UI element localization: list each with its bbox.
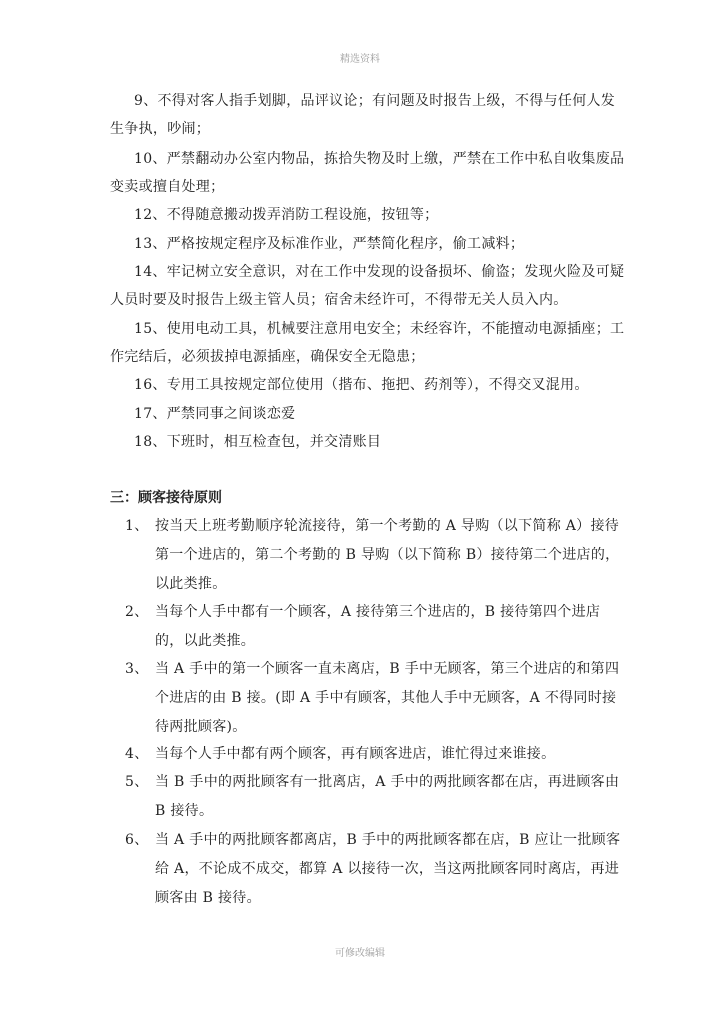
rule-item-16: 16、专用工具按规定部位使用（揩布、拖把、药剂等），不得交叉混用。 bbox=[134, 377, 589, 393]
rule-item-18: 18、下班时，相互检查包，并交清账目 bbox=[134, 434, 382, 450]
reception-rule-2 bbox=[125, 598, 625, 656]
reception-rule-text: 按当天上班考勤顺序轮流接待，第一个考勤的 A 导购（以下简称 A）接待第一个进店的，第二个考勤的 B 导购（以下简称 B）接待第二个进店的，以此类推。 bbox=[155, 518, 620, 592]
reception-rule-text: 当每个人手中都有两个顾客，再有顾客进店，谁忙得过来谁接。 bbox=[155, 746, 556, 762]
rule-item-12: 12、不得随意搬动拨弄消防工程设施，按钮等； bbox=[134, 207, 439, 223]
rule-item-17: 17、严禁同事之间谈恋爱 bbox=[134, 406, 296, 422]
reception-rule-4 bbox=[125, 740, 625, 769]
section-title: 三：顾客接待原则 bbox=[110, 490, 222, 506]
rule-item-15: 15、使用电动工具，机械要注意用电安全；未经容许，不能擅动电源插座；工作完结后，必须拔掉电源插座，确保安全无隐患； bbox=[110, 321, 625, 365]
reception-rule-text: 当 B 手中的两批顾客有一批离店，A 手中的两批顾客都在店，再进顾客由 B 接待。 bbox=[155, 774, 620, 819]
page-header: 精选资料 bbox=[340, 54, 380, 65]
reception-rule-6 bbox=[125, 826, 625, 913]
reception-rule-number: 2、 bbox=[125, 604, 149, 620]
reception-rule-number: 5、 bbox=[125, 774, 149, 790]
reception-rule-text: 当 A 手中的第一个顾客一直未离店，B 手中无顾客，第三个进店的和第四个进店的由 B 接。(即 A 手中有顾客，其他人手中无顾客，A 不得同时接待两批顾客)。 bbox=[155, 661, 620, 735]
reception-rule-1 bbox=[125, 512, 625, 599]
reception-rule-5 bbox=[125, 768, 625, 826]
reception-rule-text: 当每个人手中都有一个顾客，A 接待第三个进店的，B 接待第四个进店的，以此类推。 bbox=[155, 604, 601, 649]
rule-item-14: 14、牢记树立安全意识，对在工作中发现的设备损坏、偷盗；发现火险及可疑人员时要及时报告上级主管人员；宿舍未经许可，不得带无关人员入内。 bbox=[110, 264, 625, 308]
rule-item-13: 13、严格按规定程序及标准作业，严禁简化程序，偷工减料； bbox=[134, 236, 525, 252]
reception-rule-number: 3、 bbox=[125, 661, 149, 677]
reception-rule-3 bbox=[125, 655, 625, 742]
rule-item-9: 9、不得对客人指手划脚，品评议论；有问题及时报告上级，不得与任何人发生争执，吵闹； bbox=[110, 93, 616, 137]
page-footer: 可修改编辑 bbox=[335, 948, 385, 959]
reception-rule-number: 1、 bbox=[125, 518, 149, 534]
reception-rule-number: 4、 bbox=[125, 746, 149, 762]
reception-rule-text: 当 A 手中的两批顾客都离店，B 手中的两批顾客都在店，B 应让一批顾客给 A，不论成不成交，都算 A 以接待一次，当这两批顾客同时离店，再进顾客由 B 接待。 bbox=[155, 832, 621, 906]
rule-item-10: 10、严禁翻动办公室内物品，拣拾失物及时上缴，严禁在工作中私自收集废品变卖或擅自处理； bbox=[110, 151, 625, 195]
reception-rule-number: 6、 bbox=[125, 832, 149, 848]
